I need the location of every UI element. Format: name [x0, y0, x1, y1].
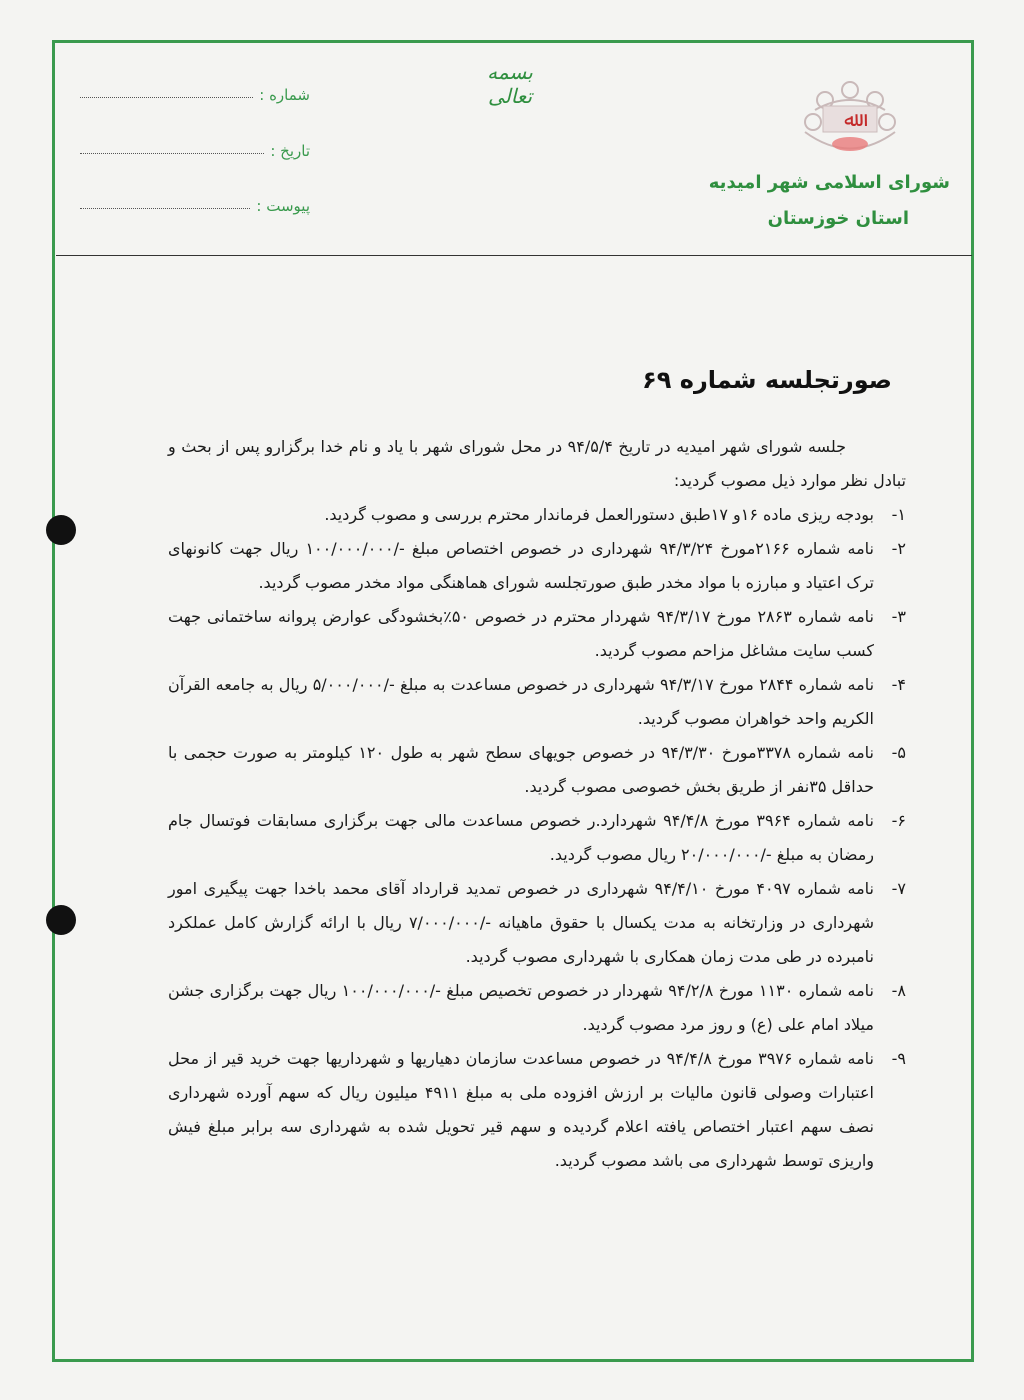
item-number: ۶- [891, 811, 906, 830]
item-text: نامه شماره ۳۹۷۶ مورخ ۹۴/۴/۸ در خصوص مساعدت سازمان دهیاریها و شهرداریها جهت خرید قیر از محل اعتبارات وصولی قانون مالیات بر ارزش افزوده ملی به مبلغ ۴۹۱۱ میلیون ریال که سهم آورده شهرداری نصف سهم اعتبار اختصاص یافته اعلام گردیده و سهم قیر تحویل شده به شهرداری سه برابر مبلغ فیش واریزی توسط شهرداری می باشد مصوب گردید. [168, 1049, 874, 1170]
item-number: ۹- [891, 1049, 906, 1068]
list-item [168, 668, 906, 736]
document-body [168, 430, 906, 1178]
intro-paragraph: جلسه شورای شهر امیدیه در تاریخ ۹۴/۵/۴ در محل شورای شهر با یاد و نام خدا برگزارو پس از بحث و تبادل نظر موارد ذیل مصوب گردید: [168, 437, 906, 490]
field-label: شماره : [259, 86, 310, 104]
letter-number-field [80, 80, 310, 104]
council-emblem-icon [795, 70, 905, 160]
field-dotted-line [80, 194, 250, 209]
organization-name: شورای اسلامی شهر امیدیه [708, 172, 950, 193]
list-item [168, 498, 906, 532]
item-number: ۴- [891, 675, 906, 694]
item-number: ۵- [891, 743, 906, 762]
field-label: پیوست : [256, 197, 310, 215]
list-item [168, 804, 906, 872]
document-title: صورتجلسه شماره ۶۹ [642, 366, 892, 394]
item-number: ۷- [891, 879, 906, 898]
item-number: ۱- [891, 505, 906, 524]
item-text: نامه شماره ۲۸۴۴ مورخ ۹۴/۳/۱۷ شهرداری در خصوص مساعدت به مبلغ -/۵/۰۰۰/۰۰۰ ریال به جامعه القرآن الکریم واحد خواهران مصوب گردید. [168, 675, 875, 728]
punch-hole [46, 905, 76, 935]
resolution-list [168, 498, 906, 1178]
list-item [168, 872, 906, 974]
item-text: نامه شماره ۳۳۷۸مورخ ۹۴/۳/۳۰ در خصوص جویهای سطح شهر به طول ۱۲۰ کیلومتر به صورت حجمی با حداقل ۳۵نفر از طریق بخش خصوصی مصوب گردید. [168, 743, 875, 796]
item-number: ۳- [891, 607, 906, 626]
item-number: ۸- [891, 981, 906, 1000]
list-item [168, 1042, 906, 1178]
item-text: نامه شماره ۲۸۶۳ مورخ ۹۴/۳/۱۷ شهردار محترم در خصوص ۵۰٪بخشودگی عوارض پروانه ساختمانی جهت کسب سایت مشاغل مزاحم مصوب گردید. [168, 607, 875, 660]
item-text: نامه شماره ۳۹۶۴ مورخ ۹۴/۴/۸ شهردارد.ر خصوص مساعدت مالی جهت برگزاری مسابقات فوتسال جام رمضان به مبلغ -/۲۰/۰۰۰/۰۰۰ ریال مصوب گردید. [168, 811, 875, 864]
field-dotted-line [80, 83, 253, 98]
item-text: نامه شماره ۲۱۶۶مورخ ۹۴/۳/۲۴ شهرداری در خصوص اختصاص مبلغ -/۱۰۰/۰۰۰/۰۰۰ ریال جهت کانونهای ترک اعتیاد و مبارزه با مواد مخدر طبق صورتجلسه شورای هماهنگی مواد مخدر مصوب گردید. [168, 539, 874, 592]
header-divider [56, 255, 972, 256]
list-item [168, 600, 906, 668]
punch-hole [46, 515, 76, 545]
basmala-calligraphy: بسمه تعالی [487, 60, 533, 108]
item-text: بودجه ریزی ماده ۱۶و ۱۷طبق دستورالعمل فرماندار محترم بررسی و مصوب گردید. [324, 505, 874, 524]
field-label: تاریخ : [270, 142, 310, 160]
list-item [168, 974, 906, 1042]
item-text: نامه شماره ۱۱۳۰ مورخ ۹۴/۲/۸ شهردار در خصوص تخصیص مبلغ -/۱۰۰/۰۰۰/۰۰۰ ریال جهت برگزاری جشن میلاد امام علی (ع) و روز مرد مصوب گردید. [168, 981, 875, 1034]
letter-date-field [80, 136, 310, 160]
field-dotted-line [80, 139, 264, 154]
item-text: نامه شماره ۴۰۹۷ مورخ ۹۴/۴/۱۰ شهرداری در خصوص تمدید قرارداد آقای محمد باخدا جهت پیگیری امور شهرداری در وزارتخانه به مدت یکسال با حقوق ماهیانه -/۷/۰۰۰/۰۰۰ ریال با ارائه گزارش کامل عملکرد نامبرده در طی مدت زمان همکاری با شهرداری مصوب گردید. [168, 879, 875, 966]
svg-text:ﷲ: ﷲ [844, 107, 856, 131]
list-item [168, 736, 906, 804]
organization-province: استان خوزستان [767, 208, 909, 229]
item-number: ۲- [891, 539, 906, 558]
letter-attachment-field [80, 191, 310, 215]
list-item [168, 532, 906, 600]
